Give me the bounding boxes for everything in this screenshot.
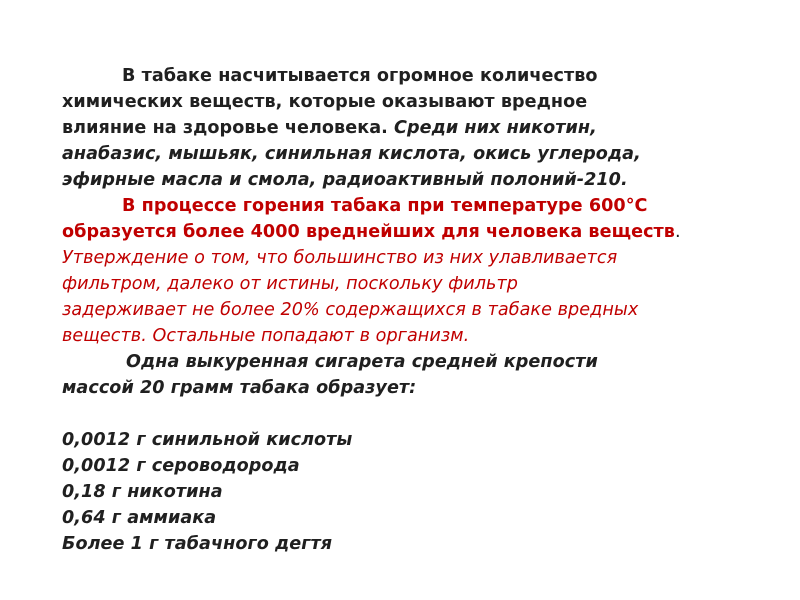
paragraph-1-line-3-italic: Среди них никотин, xyxy=(394,118,597,138)
paragraph-2-line-2-dot: . xyxy=(674,222,681,242)
list-item: 0,0012 г синильной кислоты xyxy=(62,430,353,450)
list-item: 0,0012 г сероводорода xyxy=(62,456,300,476)
paragraph-2-line-6: веществ. Остальные попадают в организм. xyxy=(62,326,470,346)
paragraph-3-line-1 xyxy=(62,349,742,375)
list-item: Более 1 г табачного дегтя xyxy=(62,534,333,554)
paragraph-2-line-2-bold: образуется более 4000 вреднейших для человека веществ xyxy=(62,222,675,242)
paragraph-1-line-2: химических веществ, которые оказывают вредное xyxy=(62,92,588,112)
spacer xyxy=(62,401,742,427)
paragraph-1-line-1-text: В табаке насчитывается огромное количество xyxy=(122,66,598,86)
paragraph-3-line-1-text: Одна выкуренная сигарета средней крепости xyxy=(126,352,598,372)
paragraph-2-line-4: фильтром, далеко от истины, поскольку фильтр xyxy=(62,274,518,294)
list-item: 0,64 г аммиака xyxy=(62,508,217,528)
paragraph-2-line-1-text: В процессе горения табака при температуре 600°С xyxy=(122,196,648,216)
paragraph-2-line-3: Утверждение о том, что большинство из них улавливается xyxy=(62,248,618,268)
paragraph-1-line-4: анабазис, мышьяк, синильная кислота, окись углерода, xyxy=(62,144,641,164)
paragraph-2-line-2 xyxy=(62,219,742,245)
paragraph-1-line-3 xyxy=(62,115,742,141)
paragraph-2-line-1 xyxy=(62,193,742,219)
paragraph-1-line-3-normal: влияние на здоровье человека. xyxy=(62,118,395,138)
paragraph-1-line-1 xyxy=(62,63,742,89)
paragraph-2-line-5: задерживает не более 20% содержащихся в табаке вредных xyxy=(62,300,639,320)
body-text xyxy=(62,63,742,557)
paragraph-1-line-5: эфирные масла и смола, радиоактивный полоний-210. xyxy=(62,170,628,190)
paragraph-3-line-2: массой 20 грамм табака образует: xyxy=(62,378,417,398)
list-item: 0,18 г никотина xyxy=(62,482,223,502)
